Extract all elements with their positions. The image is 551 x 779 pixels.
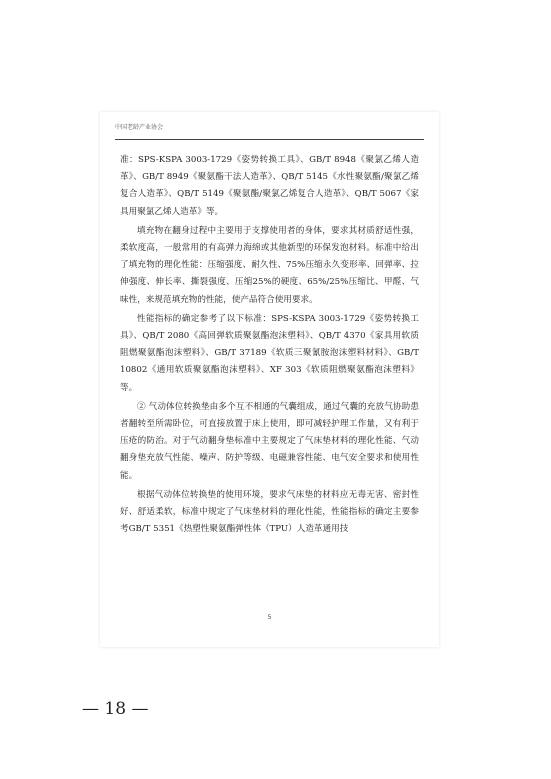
header-rule xyxy=(115,139,424,140)
footer-page-number: — 18 — xyxy=(82,699,149,719)
paragraph: 填充物在翻身过程中主要用于支撑使用者的身体，要求其材质舒适性强，柔软度高，一般常用的有高弹力海绵或其他新型的环保发泡材料。标准中给出了填充物的理化性能：压缩强度、耐久性、75%压缩永久变形率、回弹率、拉伸强度、伸长率、撕裂强度、压缩25%的硬度、65%/25%压缩比、甲醛、气味性，来规范填充物的性能，使产品符合使用要求。 xyxy=(120,225,419,305)
paragraph: 根据气动体位转换垫的使用环境，要求气床垫的材料应无毒无害、密封性好、舒适柔软，标准中规定了气床垫材料的理化性能，性能指标的确定主要参考GB/T 5351《热塑性聚氨酯弹性体（TPU）人造革通用技 xyxy=(120,489,419,535)
document-page xyxy=(100,112,439,647)
document-body xyxy=(120,152,419,540)
paragraph: 准：SPS-KSPA 3003-1729《姿势转换工具》、GB/T 8948《聚氯乙烯人造革》、GB/T 8949《聚氨酯干法人造革》、QB/T 5145《水性聚氨酯/聚氯乙烯复合人造革》、QB/T 5149《聚氨酯/聚氯乙烯复合人造革》、QB/T 5067《家具用聚氯乙烯人造革》等。 xyxy=(120,155,419,217)
paragraph: 性能指标的确定参考了以下标准：SPS-KSPA 3003-1729《姿势转换工具》、QB/T 2080《高回弹软质聚氨酯泡沫塑料》、QB/T 4370《家具用软质阻燃聚氨酯泡沫塑料》、GB/T 37189《软质三聚氰胺泡沫塑料材料》、GB/T 10802《通用软质聚氨酯泡沫塑料》、XF 303《软质阻燃聚氨酯泡沫塑料》等。 xyxy=(120,313,419,393)
paragraph: ② 气动体位转换垫由多个互不相通的气囊组成，通过气囊的充放气协助患者翻转至所需卧位，可直接放置于床上使用，即可减轻护理工作量，又有利于压疮的防治。对于气动翻身垫标准中主要规定了气床垫材料的理化性能、气动翻身垫充放气性能、噪声、防护等级、电磁兼容性能、电气安全要求和使用性能。 xyxy=(120,401,419,481)
inner-page-number: 5 xyxy=(267,614,272,621)
header-org: 中国老龄产业协会 xyxy=(115,124,164,131)
